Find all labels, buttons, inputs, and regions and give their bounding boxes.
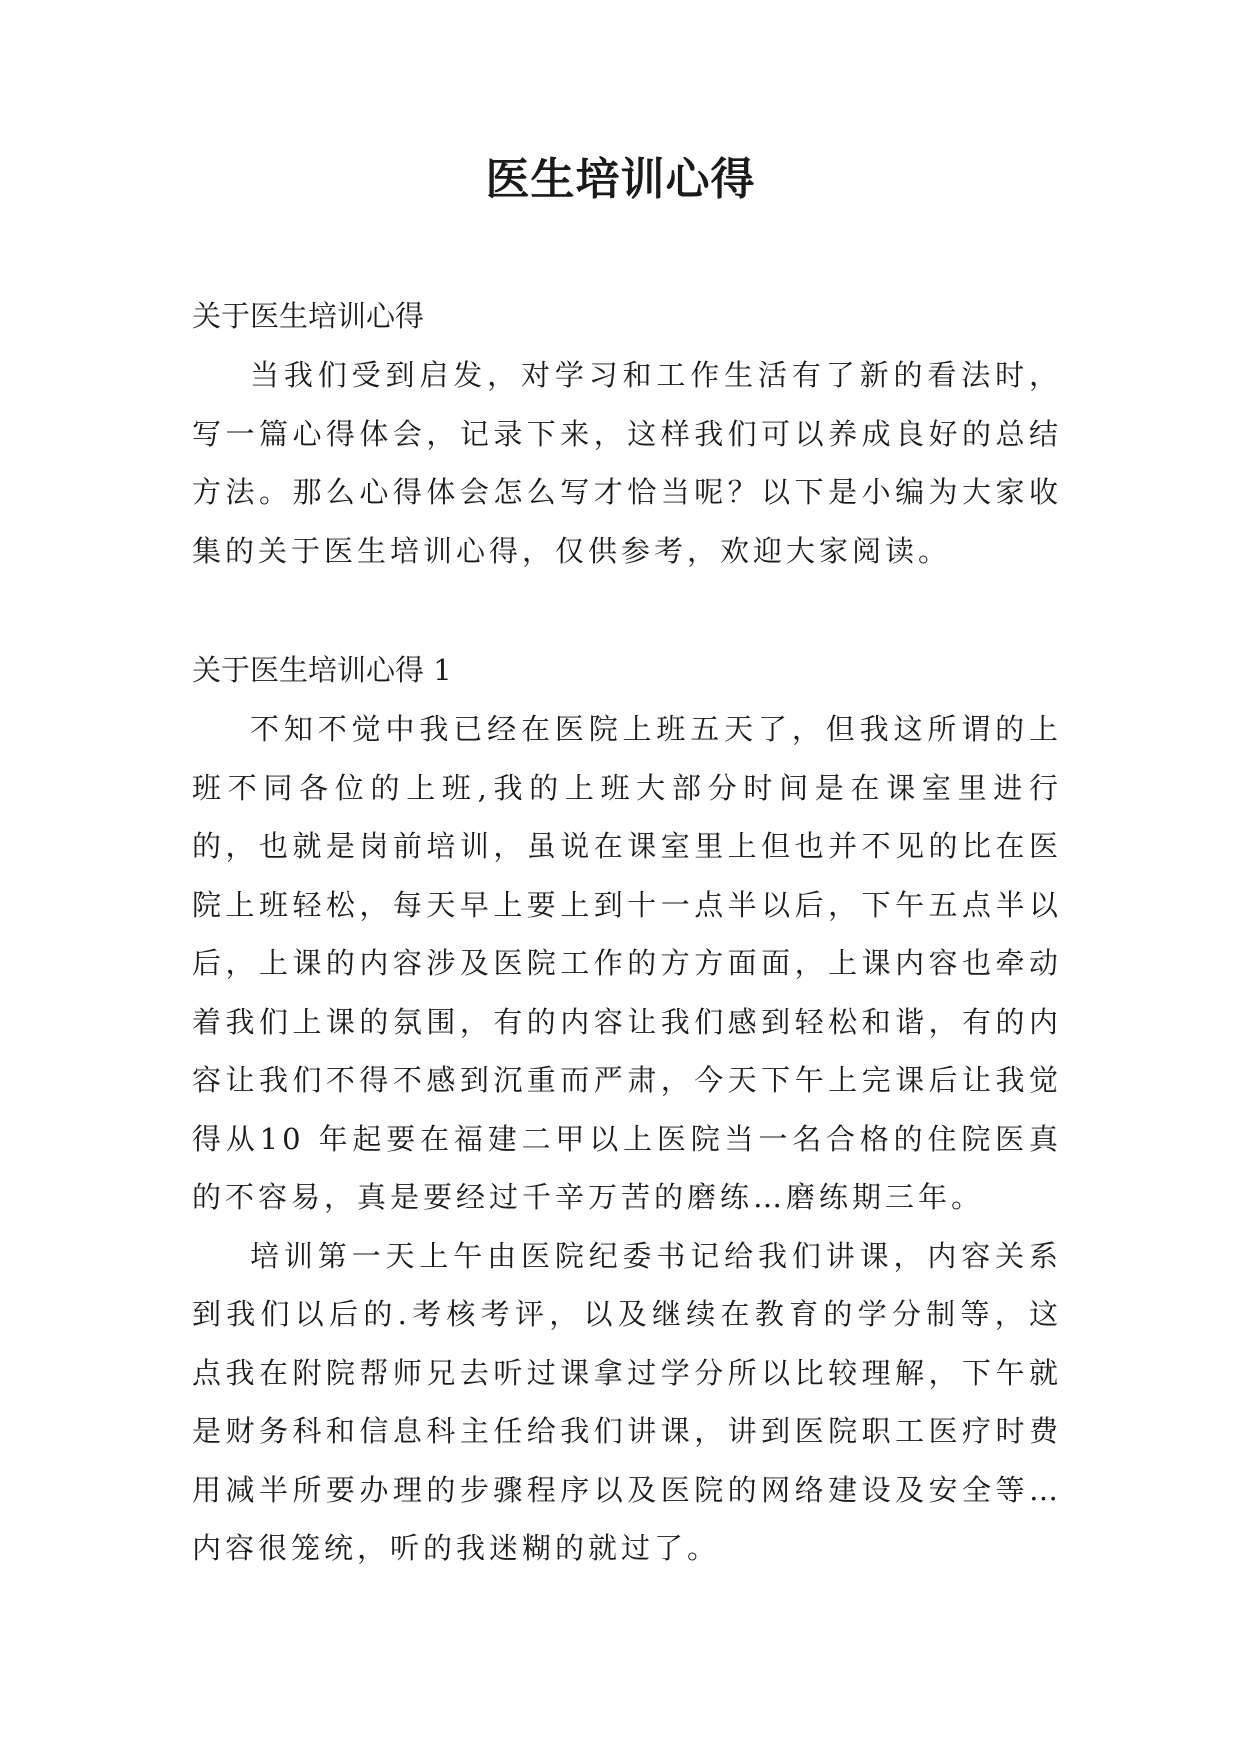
document-body — [192, 286, 1062, 1578]
section-1-paragraph-2: 培训第一天上午由医院纪委书记给我们讲课，内容关系到我们以后的.考核考评，以及继续在教育的学分制等，这点我在附院帮师兄去听过课拿过学分所以比较理解，下午就是财务科和信息科主任给我们讲课，讲到医院职工医疗时费用减半所要办理的步骤程序以及医院的网络建设及安全等…内容很笼统，听的我迷糊的就过了。 — [192, 1238, 1062, 1565]
document-title: 医生培训心得 — [485, 154, 756, 205]
section-spacer — [192, 580, 1062, 640]
intro-heading: 关于医生培训心得 — [192, 299, 425, 333]
section-1-heading: 关于医生培训心得 1 — [192, 653, 452, 687]
section-1-paragraph-1: 不知不觉中我已经在医院上班五天了，但我这所谓的上班不同各位的上班,我的上班大部分时间是在课室里进行的，也就是岗前培训，虽说在课室里上但也并不见的比在医院上班轻松，每天早上要上到十一点半以后，下午五点半以后，上课的内容涉及医院工作的方方面面，上课内容也牵动着我们上课的氛围，有的内容让我们感到轻松和谐，有的内容让我们不得不感到沉重而严肃，今天下午上完课后让我觉得从10 年起要在福建二甲以上医院当一名合格的住院医真的不容易，真是要经过千辛万苦的磨练…磨练期三年。 — [192, 712, 1062, 1214]
intro-paragraph: 当我们受到启发，对学习和工作生活有了新的看法时，写一篇心得体会，记录下来，这样我们可以养成良好的总结方法。那么心得体会怎么写才恰当呢？以下是小编为大家收集的关于医生培训心得，仅供参考，欢迎大家阅读。 — [192, 358, 1062, 568]
